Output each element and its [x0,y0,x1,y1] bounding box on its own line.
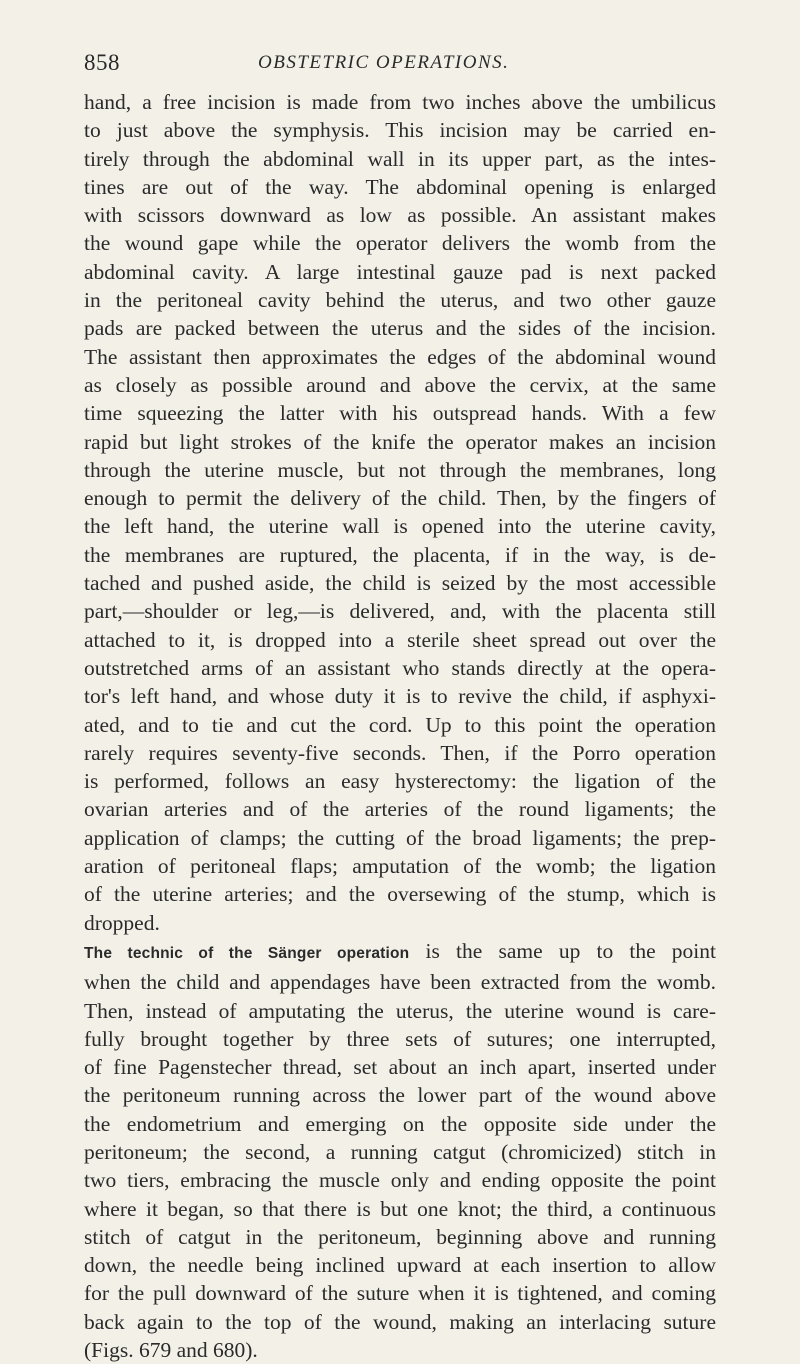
text-line: abdominal cavity. A large intestinal gauze pad is next packed [84,259,716,284]
text-line: to just above the symphysis. This incision may be carried en- [84,118,716,143]
text-line: down, the needle being inclined upward at each insertion to allow [84,1253,716,1278]
running-title: OBSTETRIC OPERATIONS. [258,52,510,73]
text-line: the left hand, the uterine wall is opened into the uterine cavity, [84,514,716,539]
text-line: two tiers, embracing the muscle only and ending opposite the point [84,1168,716,1193]
text-line: through the uterine muscle, but not through the membranes, long [84,457,716,482]
text-line: fully brought together by three sets of sutures; one interrupted, [84,1026,716,1051]
text-line: tor's left hand, and whose duty it is to revive the child, if asphyxi- [84,684,716,709]
text-line: of fine Pagenstecher thread, set about an inch apart, inserted under [84,1055,716,1080]
text-line: in the peritoneal cavity behind the uterus, and two other gauze [84,288,716,313]
text-line: Then, instead of amputating the uterus, the uterine wound is care- [84,998,716,1023]
text-line: enough to permit the delivery of the child. Then, by the fingers of [84,486,716,511]
text-line: tines are out of the way. The abdominal opening is enlarged [84,174,716,199]
text-line: with scissors downward as low as possible. An assistant makes [84,203,716,228]
text-line: application of clamps; the cutting of the broad ligaments; the prep- [84,825,716,850]
paragraph-sanger-operation [84,937,716,1364]
text-line: the peritoneum running across the lower part of the wound above [84,1083,716,1108]
text-line: ovarian arteries and of the arteries of the round ligaments; the [84,797,716,822]
section-first-line [84,937,716,968]
text-line: is performed, follows an easy hysterectomy: the ligation of the [84,769,716,794]
text-line: pads are packed between the uterus and the sides of the incision. [84,316,716,341]
text-line: rarely requires seventy-five seconds. Then, if the Porro operation [84,740,716,765]
text-line: tirely through the abdominal wall in its upper part, as the intes- [84,146,716,171]
text-line: aration of peritoneal flaps; amputation of the womb; the ligation [84,854,716,879]
text-line: tached and pushed aside, the child is seized by the most accessible [84,571,716,596]
section-first-line-text: is the same up to the point [425,938,716,963]
text-line: for the pull downward of the suture when it is tightened, and coming [84,1281,716,1306]
running-head [84,50,716,80]
text-line: part,—shoulder or leg,—is delivered, and, with the placenta still [84,599,716,624]
text-line: back again to the top of the wound, making an interlacing suture [84,1309,716,1334]
text-line: when the child and appendages have been extracted from the womb. [84,970,716,995]
text-line: (Figs. 679 and 680). [84,1338,258,1363]
text-line: attached to it, is dropped into a sterile sheet spread out over the [84,627,716,652]
page-number: 858 [84,50,120,75]
text-line: of the uterine arteries; and the oversewing of the stump, which is [84,882,716,907]
section-heading: The technic of the Sänger operation [84,944,410,962]
text-line: the membranes are ruptured, the placenta, if in the way, is de- [84,542,716,567]
text-line: dropped. [84,910,160,935]
text-line: the endometrium and emerging on the opposite side under the [84,1111,716,1136]
text-line: hand, a free incision is made from two inches above the umbilicus [84,90,716,114]
text-line: ated, and to tie and cut the cord. Up to this point the operation [84,712,716,737]
text-line: outstretched arms of an assistant who stands directly at the opera- [84,655,716,680]
body-text [84,88,716,1364]
text-line: stitch of catgut in the peritoneum, beginning above and running [84,1224,716,1249]
text-line: as closely as possible around and above the cervix, at the same [84,372,716,397]
text-line: rapid but light strokes of the knife the operator makes an incision [84,429,716,454]
text-line: the wound gape while the operator delivers the womb from the [84,231,716,256]
text-line: time squeezing the latter with his outspread hands. With a few [84,401,716,426]
text-line: The assistant then approximates the edges of the abdominal wound [84,344,716,369]
text-line: where it began, so that there is but one knot; the third, a continuous [84,1196,716,1221]
text-line: peritoneum; the second, a running catgut (chromicized) stitch in [84,1139,716,1164]
paragraph-cesarean-technique [84,88,716,937]
